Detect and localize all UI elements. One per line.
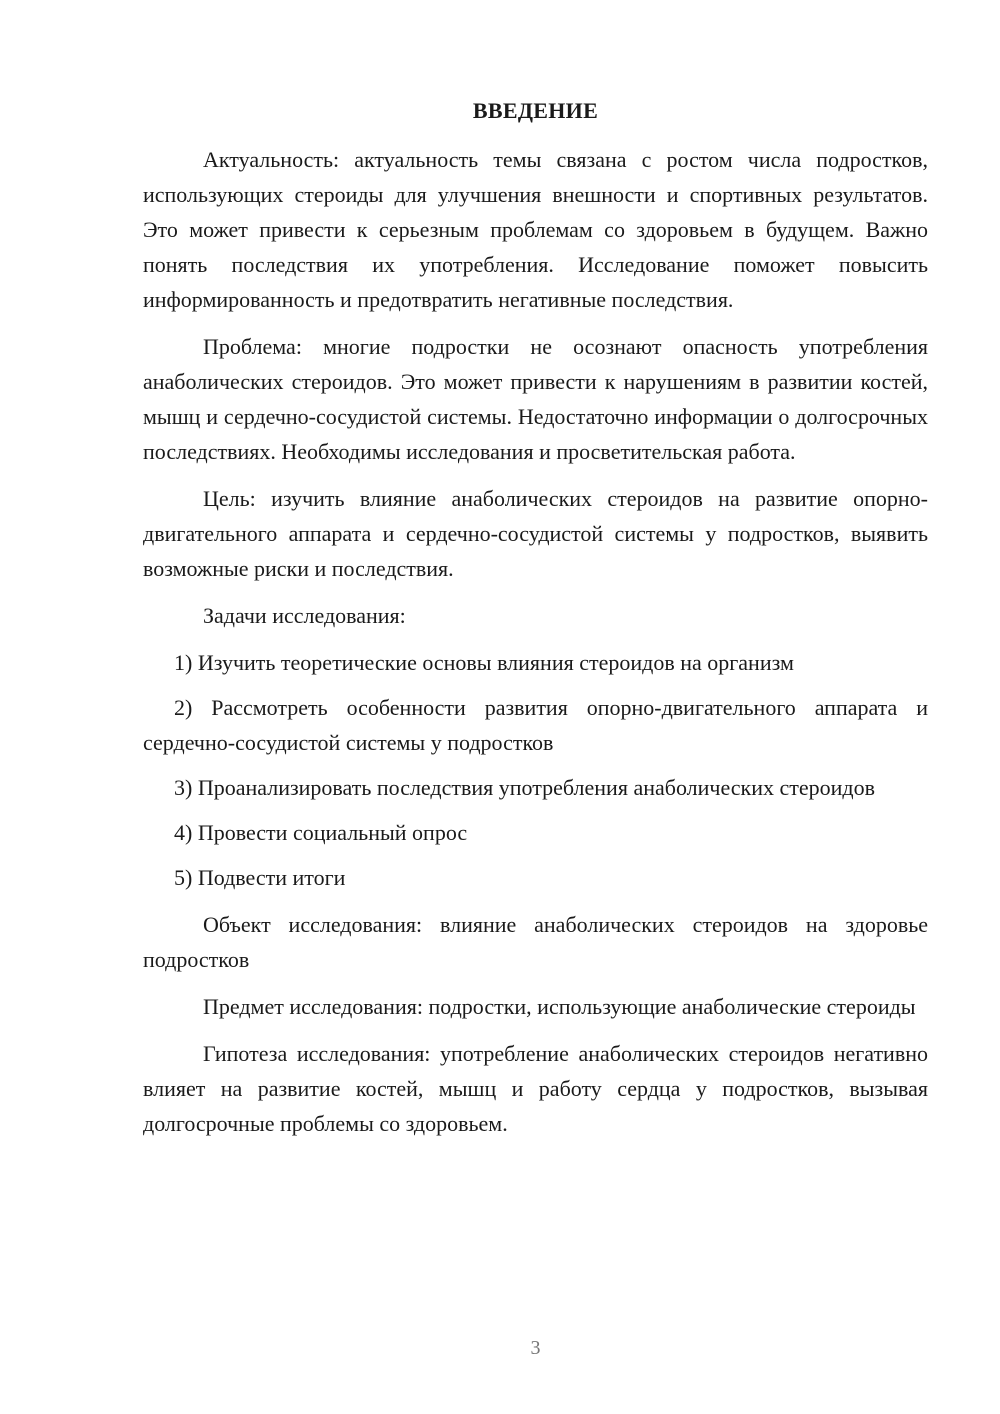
problem-paragraph: Проблема: многие подростки не осознают опасность употребления анаболических стероидов. Это может привести к нарушениям в развитии костей, мышц и сердечно-сосудистой системы. Недостаточно информации о долгосрочных последствиях. Необходимы исследования и просветительская работа. [143, 334, 928, 464]
task-item: 3) Проанализировать последствия употребления анаболических стероидов [174, 775, 876, 800]
page-title: ВВЕДЕНИЕ [472, 98, 599, 123]
object-paragraph: Объект исследования: влияние анаболических стероидов на здоровье подростков [143, 912, 928, 972]
page-number: 3 [530, 1337, 541, 1359]
relevance-paragraph: Актуальность: актуальность темы связана с ростом числа подростков, использующих стероиды для улучшения внешности и спортивных результатов. Это может привести к серьезным проблемам со здоровьем в будущем. Важно понять последствия их употребления. Исследование поможет повысить информированность и предотвратить негативные последствия. [143, 147, 928, 312]
task-item: 1) Изучить теоретические основы влияния стероидов на организм [174, 650, 794, 675]
goal-paragraph: Цель: изучить влияние анаболических стероидов на развитие опорно-двигательного аппарата и сердечно-сосудистой системы у подростков, выявить возможные риски и последствия. [143, 486, 928, 581]
tasks-heading: Задачи исследования: [203, 603, 406, 628]
task-item: 5) Подвести итоги [174, 865, 346, 890]
task-item: 4) Провести социальный опрос [174, 820, 468, 845]
subject-paragraph: Предмет исследования: подростки, использующие анаболические стероиды [203, 994, 916, 1019]
document-body [143, 142, 928, 1153]
task-item: 2) Рассмотреть особенности развития опорно-двигательного аппарата и сердечно-сосудистой системы у подростков [143, 695, 928, 755]
hypothesis-paragraph: Гипотеза исследования: употребление анаболических стероидов негативно влияет на развитие костей, мышц и работу сердца у подростков, вызывая долгосрочные проблемы со здоровьем. [143, 1041, 928, 1136]
document-page [143, 0, 928, 1414]
